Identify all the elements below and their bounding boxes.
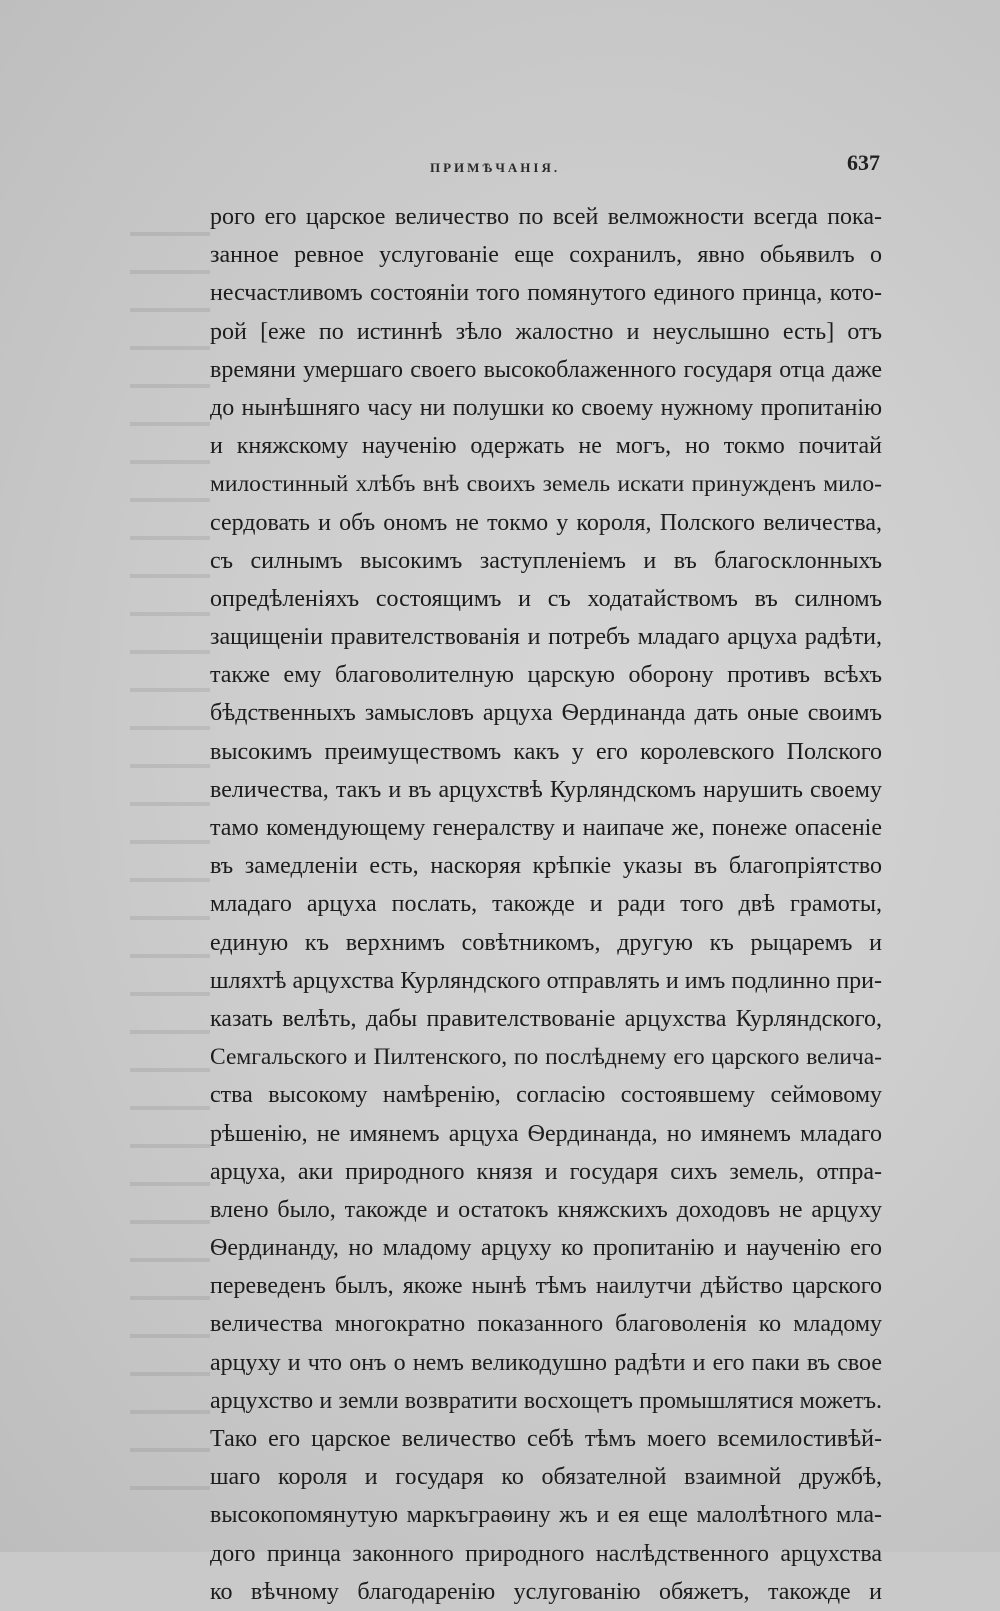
page-number: 637 (847, 150, 880, 175)
text-line: въ замедленіи есть, наскоряя крѣпкіе указы въ благопріятство (210, 853, 882, 880)
body-text (210, 198, 882, 1611)
text-line: съ силнымъ высокимъ заступленіемъ и въ благосклонныхъ (210, 547, 882, 574)
text-line: шаго короля и государя ко обязателной взаимной дружбѣ, (210, 1464, 882, 1491)
text-line: Тако его царское величество себѣ тѣмъ моего всемилостивѣй- (210, 1426, 882, 1452)
text-line: влено было, такожде и остатокъ княжскихъ доходовъ не арцуху (210, 1196, 882, 1223)
text-line: арцуху и что онъ о немъ великодушно радѣти и его паки въ свое (210, 1349, 882, 1376)
text-line: дого принца законного природного наслѣдственного арцухства (210, 1540, 882, 1567)
text-line: шляхтѣ арцухства Курляндского отправлять и имъ подлинно при- (210, 967, 882, 994)
text-line: величества, такъ и въ арцухствѣ Курляндскомъ нарушить своему (210, 776, 882, 803)
text-line: ства высокому намѣренію, согласію состоявшему сеймовому (210, 1082, 882, 1109)
text-line: рой [еже по истиннѣ зѣло жалостно и неуслышно есть] отъ (210, 318, 882, 345)
text-line: несчастливомъ состояніи того помянутого единого принца, кото- (210, 280, 882, 307)
text-line: ко вѣчному благодаренію услугованію обяжетъ, такожде и (210, 1578, 882, 1605)
text-line: единую къ верхнимъ совѣтникомъ, другую къ рыцаремъ и (210, 929, 882, 956)
text-line: тамо комендующему генералству и наипаче же, понеже опасеніе (210, 815, 882, 841)
text-line: времяни умершаго своего высокоблаженного государя отца даже (210, 356, 882, 383)
text-line: до нынѣшняго часу ни полушки ко своему нужному пропитанію (210, 394, 882, 421)
text-line: арцухство и земли возвратити восхощетъ промышлятися можетъ. (210, 1387, 882, 1414)
running-head: ПРИМѢЧАНІЯ. (430, 160, 561, 175)
show-through-text (130, 210, 210, 1510)
page-header (210, 150, 880, 180)
text-line: младаго арцуха послать, такожде и ради того двѣ грамоты, (210, 891, 882, 918)
text-line: милостинный хлѣбъ внѣ своихъ земель искати принужденъ мило- (210, 471, 882, 498)
text-line: Ѳердинанду, но младому арцуху ко пропитанію и наученію его (210, 1235, 882, 1262)
text-line: арцуха, аки природного князя и государя сихъ земель, отпра- (210, 1158, 882, 1185)
text-line: и княжскому наученію одержать не могъ, но токмо почитай (210, 433, 882, 460)
text-line: опредѣленіяхъ состоящимъ и съ ходатайствомъ въ силномъ (210, 585, 882, 612)
text-line: высокопомянутую маркъграѳину жъ и ея еще малолѣтного мла- (210, 1502, 882, 1529)
text-line: занное ревное услугованіе еще сохранилъ, явно обьявилъ о (210, 242, 882, 269)
text-line: также ему благоволителную царскую оборону противъ всѣхъ (210, 662, 882, 689)
text-line: защищеніи правителствованія и потребъ младаго арцуха радѣти, (210, 624, 882, 651)
text-line: казать велѣть, дабы правителствованіе арцухства Курляндского, (210, 1005, 882, 1032)
text-line: высокимъ преимуществомъ какъ у его королевского Полского (210, 738, 882, 765)
text-line: Семгальского и Пилтенского, по послѣднему его царского велича- (210, 1044, 882, 1071)
text-line: переведенъ былъ, якоже нынѣ тѣмъ наилутчи дѣйство царского (210, 1273, 882, 1300)
text-line: рѣшенію, не имянемъ арцуха Ѳердинанда, но имянемъ младаго (210, 1120, 882, 1147)
text-line: величества многократно показанного благоволенія ко младому (210, 1311, 882, 1338)
text-line: бѣдственныхъ замысловъ арцуха Ѳердинанда дать оные своимъ (210, 700, 882, 727)
text-line: сердовать и объ ономъ не токмо у короля, Полского величества, (210, 509, 882, 536)
text-line: рого его царское величество по всей велможности всегда пока- (210, 204, 882, 230)
